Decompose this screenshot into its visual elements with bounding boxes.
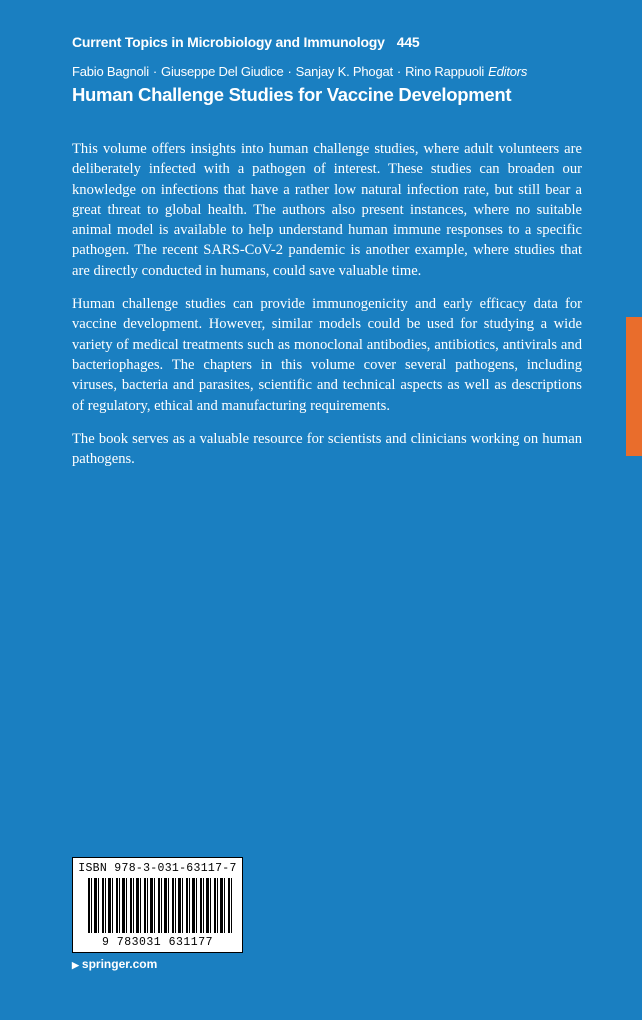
book-title: Human Challenge Studies for Vaccine Development [72, 84, 512, 105]
barcode [88, 878, 233, 933]
editor-separator: · [287, 64, 292, 79]
isbn-label: ISBN 978-3-031-63117-7 [78, 862, 237, 875]
series-volume: 445 [396, 34, 420, 50]
editors-line [72, 64, 527, 79]
blurb [72, 139, 582, 482]
arrow-icon: ▶ [72, 960, 79, 970]
isbn-barcode-box [72, 857, 243, 953]
editors-role: Editors [488, 64, 528, 79]
publisher-link[interactable] [72, 957, 157, 971]
accent-tab [626, 317, 642, 456]
publisher-url: springer.com [81, 957, 158, 971]
series-title [72, 34, 420, 50]
isbn-digits: 9 783031 631177 [73, 936, 242, 949]
blurb-paragraph: This volume offers insights into human challenge studies, where adult volunteers are deliberately infected with a pathogen of interest. These studies can broaden our knowledge on infections that have a rather low natural infection rate, but still bear a great threat to global health. The authors also present instances, where no suitable animal model is available to help understand human immune responses to a specific pathogen. The recent SARS-CoV-2 pandemic is another example, where studies that are directly conducted in humans, could save valuable time. [72, 141, 582, 279]
editor-name: Fabio Bagnoli [72, 64, 149, 79]
editor-separator: · [396, 64, 402, 79]
series-name: Current Topics in Microbiology and Immunology [72, 34, 385, 50]
blurb-paragraph: Human challenge studies can provide immunogenicity and early efficacy data for vaccine development. However, similar models could be used for studying a wide variety of medical treatments such as monoclonal antibodies, antibiotics, antivirals and bacteriophages. The chapters in this volume cover several pathogens, including viruses, bacteria and parasites, scientific and technical aspects as well as descriptions of regulatory, ethical and manufacturing requirements. [72, 296, 582, 414]
editor-name: Giuseppe Del Giudice [161, 64, 284, 79]
editor-name: Sanjay K. Phogat [295, 64, 393, 79]
editor-name: Rino Rappuoli [405, 64, 485, 79]
blurb-paragraph: The book serves as a valuable resource for scientists and clinicians working on human pathogens. [72, 430, 582, 468]
editor-separator: · [152, 64, 158, 79]
